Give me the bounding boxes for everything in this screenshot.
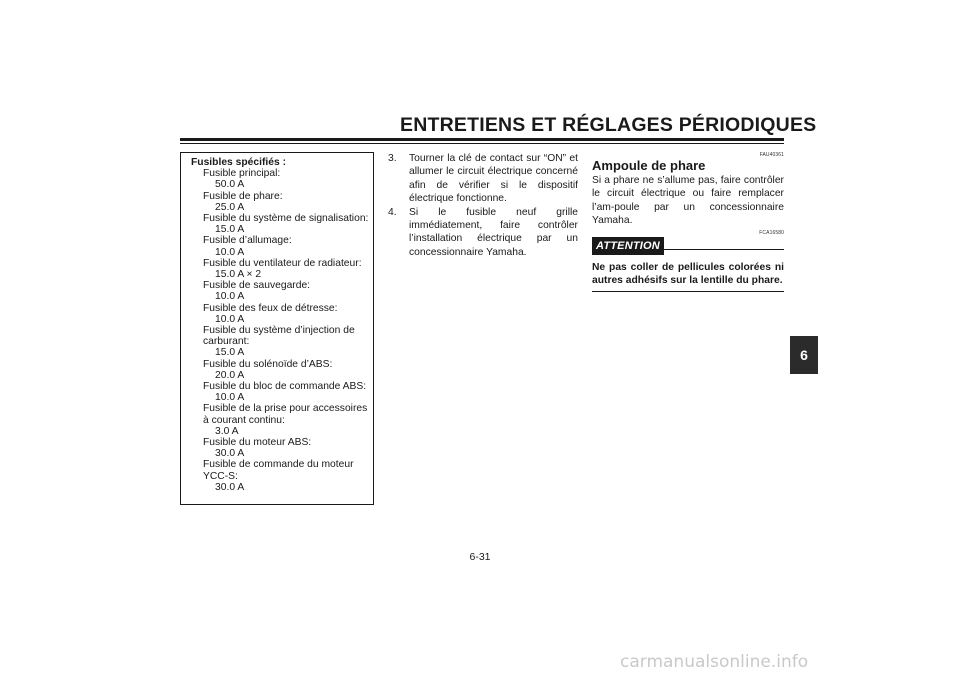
attention-code: FCA16580 xyxy=(759,229,784,236)
spec-item-name: Fusible de commande du moteur YCC-S: xyxy=(203,459,354,482)
watermark: carmanualsonline.info xyxy=(620,652,809,672)
spec-item-name: Fusible de la prise pour accessoires à courant continu: xyxy=(203,403,368,426)
section-title: Ampoule de phare xyxy=(592,158,706,173)
spec-item-value: 25.0 A xyxy=(215,201,245,213)
spec-item-value: 30.0 A xyxy=(215,448,245,460)
procedure-step xyxy=(388,152,578,206)
page-number: 6-31 xyxy=(469,551,491,563)
spec-item-name: Fusible de sauvegarde: xyxy=(203,280,311,292)
section-paragraph: Si a phare ne s’allume pas, faire contrôler le circuit électrique ou faire remplacer l’am-poule par un concessionnaire Yamaha. xyxy=(592,175,784,227)
spec-item-value: 20.0 A xyxy=(215,369,245,381)
spec-item-name: Fusible principal: xyxy=(203,168,281,180)
attention-label: ATTENTION xyxy=(592,237,664,255)
spec-item-name: Fusible du bloc de commande ABS: xyxy=(203,381,367,393)
spec-item-value: 30.0 A xyxy=(215,481,245,493)
attention-text: Ne pas coller de pellicules colorées ni autres adhésifs sur la lentille du phare. xyxy=(592,261,784,287)
spec-item-name: Fusible d’allumage: xyxy=(203,235,292,247)
procedure-steps xyxy=(388,152,578,259)
procedure-step xyxy=(388,206,578,260)
spec-item-name: Fusible du solénoïde d’ABS: xyxy=(203,358,333,370)
header-rule-thin xyxy=(180,143,784,144)
headlight-section xyxy=(592,152,784,292)
fuse-specification-box xyxy=(180,152,374,505)
attention-bottom-rule xyxy=(592,291,784,292)
step-number: 3. xyxy=(388,153,397,164)
spec-item-value: 50.0 A xyxy=(215,179,245,191)
spec-item-name: Fusible du système de signalisation: xyxy=(203,213,369,225)
spec-item-name: Fusible du moteur ABS: xyxy=(203,437,312,449)
spec-item-value: 3.0 A xyxy=(215,425,239,437)
step-number: 4. xyxy=(388,206,397,218)
section-code: FAU40361 xyxy=(759,152,784,158)
spec-item-value: 10.0 A xyxy=(215,291,245,303)
spec-box-title: Fusibles spécifiés : xyxy=(191,157,286,168)
chapter-tab: 6 xyxy=(790,336,818,374)
spec-item-value: 10.0 A xyxy=(215,392,245,404)
spec-item-name: Fusible du système d’injection de carburant: xyxy=(203,325,355,348)
spec-item-value: 10.0 A xyxy=(215,246,245,258)
header-rule-thick xyxy=(180,138,784,141)
spec-item-name: Fusible de phare: xyxy=(203,190,283,202)
spec-item-value: 10.0 A xyxy=(215,313,245,325)
spec-item-value: 15.0 A × 2 xyxy=(215,269,262,281)
attention-rule xyxy=(664,249,784,250)
page-header-title: ENTRETIENS ET RÉGLAGES PÉRIODIQUES xyxy=(400,114,817,136)
spec-item-value: 15.0 A xyxy=(215,347,245,359)
spec-item-name: Fusible du ventilateur de radiateur: xyxy=(203,257,362,269)
step-text: Si le fusible neuf grille immédiatement, faire contrôler l’installation électrique par un concessionnaire Yamaha. xyxy=(409,206,578,258)
spec-item-name: Fusible des feux de détresse: xyxy=(203,302,338,314)
spec-item-value: 15.0 A xyxy=(215,224,245,236)
attention-header xyxy=(592,237,784,257)
step-text: Tourner la clé de contact sur “ON” et allumer le circuit électrique concerné afin de vérifier si le dispositif électrique fonctionne. xyxy=(409,153,578,205)
